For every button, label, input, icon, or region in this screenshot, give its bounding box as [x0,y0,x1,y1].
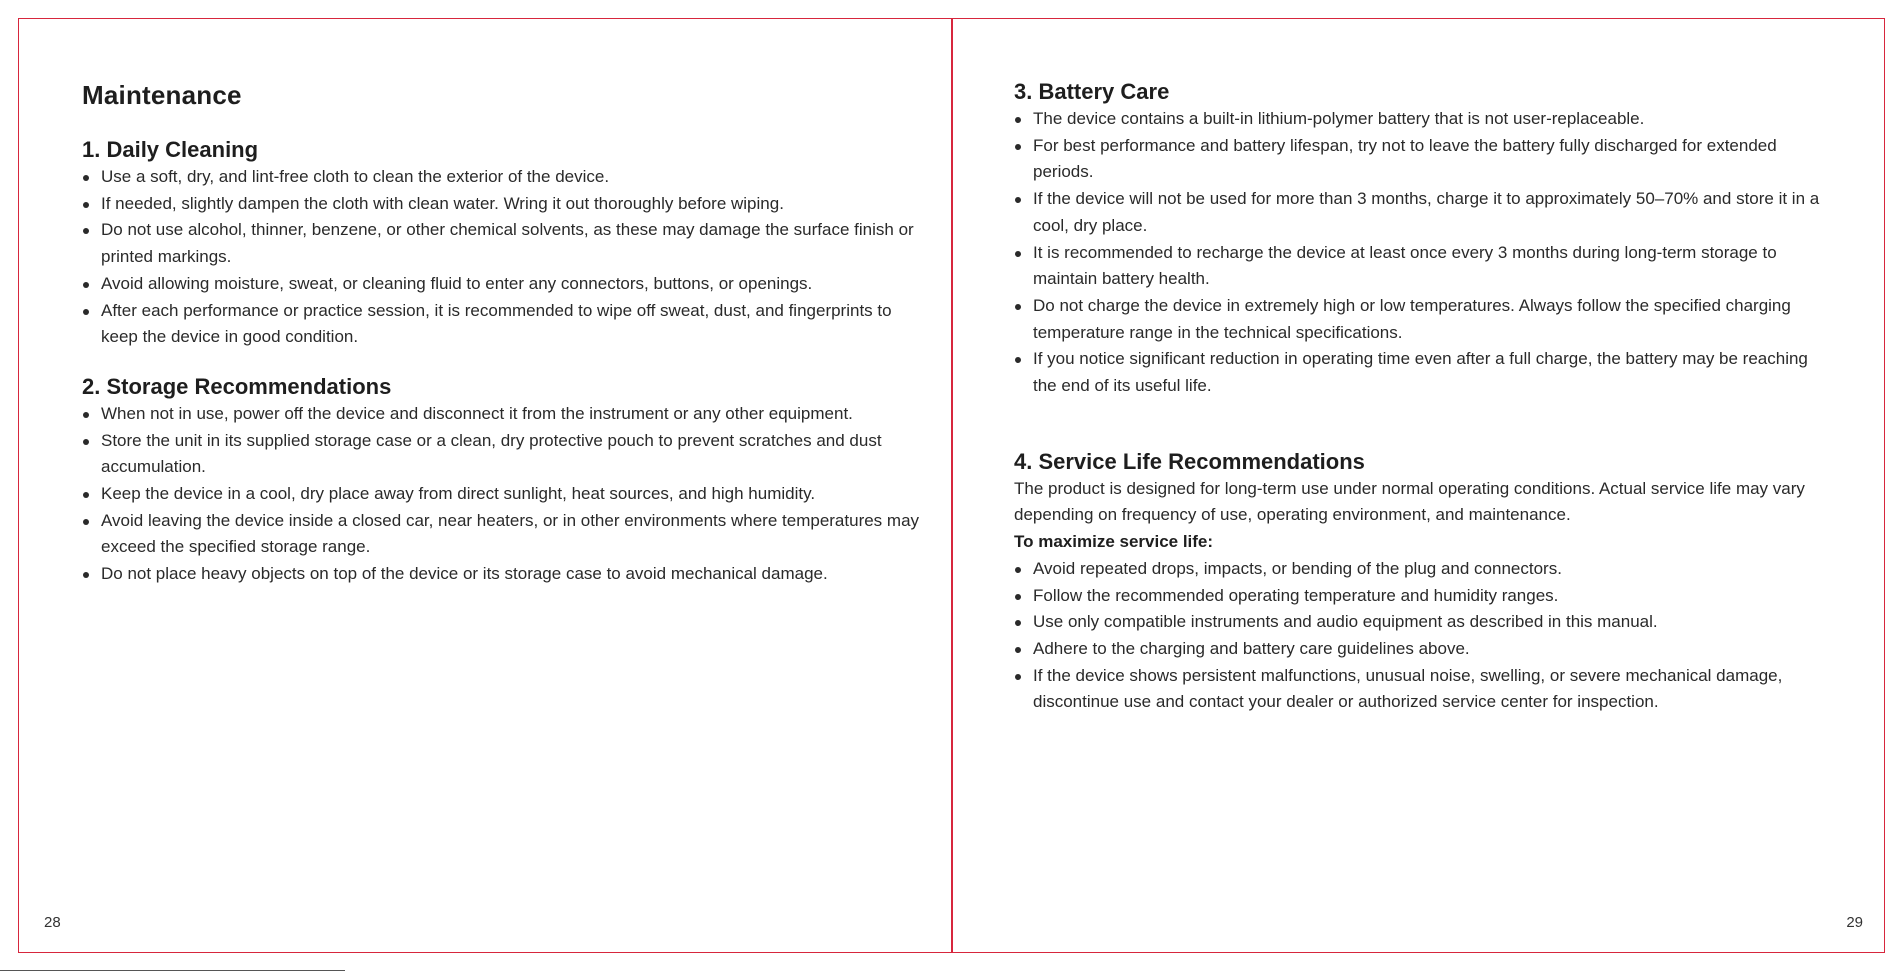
list-item: After each performance or practice session, it is recommended to wipe off sweat, dust, and fingerprints to keep the device in good condition. [82,298,922,351]
list-item: Use only compatible instruments and audio equipment as described in this manual. [1014,609,1834,636]
page-title: Maintenance [82,80,242,110]
list-item: If needed, slightly dampen the cloth with clean water. Wring it out thoroughly before wiping. [82,191,922,218]
list-item: Avoid allowing moisture, sweat, or cleaning fluid to enter any connectors, buttons, or openings. [82,271,922,298]
daily-cleaning-list [82,164,922,351]
list-item: Do not charge the device in extremely high or low temperatures. Always follow the specified charging temperature range in the technical specifications. [1014,293,1834,346]
list-item: If the device shows persistent malfunctions, unusual noise, swelling, or severe mechanical damage, discontinue use and contact your dealer or authorized service center for inspection. [1014,663,1834,716]
list-item: When not in use, power off the device and disconnect it from the instrument or any other equipment. [82,401,922,428]
service-life-intro: The product is designed for long-term use under normal operating conditions. Actual service life may vary depending on frequency of use, operating environment, and maintenance. [1014,478,1805,525]
list-item: For best performance and battery lifespan, try not to leave the battery fully discharged for extended periods. [1014,133,1834,186]
section-heading-battery-care: 3. Battery Care [1014,79,1170,104]
list-item: Keep the device in a cool, dry place away from direct sunlight, heat sources, and high humidity. [82,481,922,508]
list-item: If you notice significant reduction in operating time even after a full charge, the battery may be reaching the end of its useful life. [1014,346,1834,399]
list-item: Adhere to the charging and battery care guidelines above. [1014,636,1834,663]
list-item: Store the unit in its supplied storage case or a clean, dry protective pouch to prevent scratches and dust accumulation. [82,428,922,481]
list-item: Do not use alcohol, thinner, benzene, or other chemical solvents, as these may damage the surface finish or printed markings. [82,217,922,270]
section-heading-storage: 2. Storage Recommendations [82,373,392,399]
right-page-content [1014,18,1834,716]
section-heading-service-life: 4. Service Life Recommendations [1014,448,1365,474]
list-item: Avoid repeated drops, impacts, or bending of the plug and connectors. [1014,556,1834,583]
page-number-left: 28 [44,914,61,931]
list-item: Follow the recommended operating temperature and humidity ranges. [1014,583,1834,610]
list-item: Use a soft, dry, and lint-free cloth to clean the exterior of the device. [82,164,922,191]
list-item: Avoid leaving the device inside a closed car, near heaters, or in other environments where temperatures may exceed the specified storage range. [82,508,922,561]
storage-list [82,401,922,588]
left-page-content [82,18,922,588]
battery-care-list [1014,106,1834,400]
service-life-list [1014,556,1834,716]
list-item: It is recommended to recharge the device at least once every 3 months during long-term storage to maintain battery health. [1014,240,1834,293]
list-item: Do not place heavy objects on top of the device or its storage case to avoid mechanical damage. [82,561,922,588]
list-item: The device contains a built-in lithium-polymer battery that is not user-replaceable. [1014,106,1834,133]
right-page [952,18,1885,953]
page-number-right: 29 [1846,914,1863,931]
service-life-subheading: To maximize service life: [1014,532,1214,552]
left-page [18,18,951,953]
section-heading-daily-cleaning: 1. Daily Cleaning [82,137,259,162]
list-item: If the device will not be used for more than 3 months, charge it to approximately 50–70% and store it in a cool, dry place. [1014,186,1834,239]
